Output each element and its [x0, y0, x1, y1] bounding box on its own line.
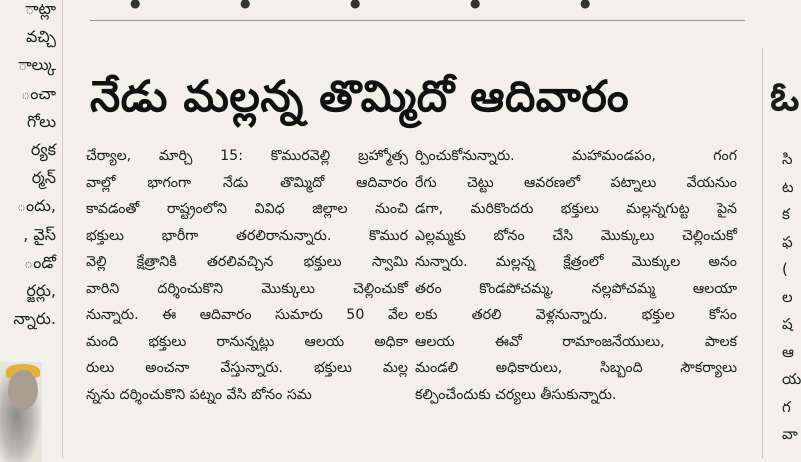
cutoff-icon: ● — [470, 0, 481, 10]
article-line: రేగు చెట్టు ఆవరణలో పట్నాలు వేయనుం — [415, 174, 737, 191]
right-headline-fragment: ఓ — [770, 74, 800, 120]
left-column-photo — [0, 362, 42, 462]
left-column-text-fragment: ంచా — [20, 83, 56, 103]
article-line: డగా, మరికొందరు భక్తులు మల్లన్నగుట్ట పైన — [415, 201, 737, 217]
right-column-text-fragment: వా — [782, 425, 798, 443]
left-column-text-fragment: ాట్లా — [25, 0, 56, 18]
left-column-text-fragment: ర్మన్ — [31, 168, 56, 188]
top-cut-off-icons — [100, 0, 600, 12]
column-divider-left — [62, 0, 63, 458]
article-headline: నేడు మల్లన్న తొమ్మిదో ఆదివారం — [90, 72, 630, 122]
left-column-text-fragment: ర్యక — [30, 140, 56, 159]
cutoff-icon: ● — [130, 0, 141, 10]
right-column-text-fragment: క — [782, 205, 790, 223]
article-line: మంది భక్తులు రానున్నట్లు ఆలయ అధికా — [86, 333, 408, 350]
article-line: న్నను దర్శించుకొని పట్నం వేసి బోనం సమ — [86, 386, 312, 403]
article-line: కావడంతో రాష్ట్రంలోని వివిధ జిల్లాల నుంచి — [86, 201, 408, 217]
article-line: నున్నారు. మల్లన్న క్షేత్రంలో మొక్కుల అనం — [415, 254, 737, 270]
article-line: కల్పించేందుకు చర్యలు తీసుకున్నారు. — [415, 386, 617, 403]
cutoff-icon: ● — [580, 0, 591, 10]
left-column-text-fragment: , వైస్ — [23, 224, 56, 244]
article-line: చేర్యాల, మార్చి 15: కొమురవెల్లి బ్రహ్మోత్స — [86, 148, 408, 164]
right-column-text-fragment: య — [782, 370, 801, 388]
top-rule — [90, 20, 745, 21]
right-column-text-fragment: ఫ — [782, 232, 793, 251]
right-adjacent-column — [768, 0, 800, 458]
article-line: రులు అంచనా వేస్తున్నారు. భక్తులు మల్ల — [86, 360, 408, 376]
right-column-text-fragment: ట — [782, 177, 794, 196]
left-column-text-fragment: ందు, — [16, 196, 56, 216]
article-line: ర్పించుకోనున్నారు. మహామండపం, గంగ — [415, 148, 737, 164]
cutoff-icon: ● — [350, 0, 361, 10]
article-line: ఎల్లమ్మకు బోనం చేసి మొక్కులు చెల్లించుకో — [415, 227, 737, 244]
right-column-text-fragment: ల — [782, 287, 793, 306]
cutoff-icon: ● — [240, 0, 251, 10]
article-column-1 — [86, 143, 408, 408]
column-divider-right — [762, 48, 763, 458]
left-column-text-fragment: ండో — [23, 252, 56, 272]
article-line: వాల్లో భాగంగా నేడు తొమ్మిదో ఆదివారం — [86, 174, 408, 191]
right-column-text-fragment: ఆ — [782, 342, 794, 361]
article-line: ఆలయ ఈవో రామాంజనేయులు, పాలక — [415, 333, 737, 350]
article-line: లకు తరలి వెళ్లనున్నారు. భక్తుల కోసం — [415, 307, 737, 323]
right-column-text-fragment: సి — [782, 150, 793, 168]
photo-face — [8, 370, 38, 410]
left-column-text-fragment: వచ్చి — [25, 27, 56, 47]
article-line: వారిని దర్శించుకొని మొక్కులు చెల్లించుకో — [86, 280, 408, 297]
article-line: నున్నారు. ఈ ఆదివారం సుమారు 50 వేల — [86, 307, 408, 323]
left-column-text-fragment: గోలు — [26, 111, 56, 131]
left-column-text-fragment: ాల్కు — [18, 55, 56, 75]
article-column-2 — [415, 143, 737, 408]
left-column-text-fragment: న్నారు. — [13, 309, 56, 329]
article-line: తరం కొండపోచమ్మ, నల్లపోచమ్మ ఆలయా — [415, 280, 737, 297]
right-column-text-fragment: ష — [782, 315, 793, 333]
article-line: భక్తులు భారీగా తరలిరానున్నారు. కొముర — [86, 227, 408, 244]
right-column-text-fragment: ( — [782, 260, 788, 278]
article-line: వెల్లి క్షేత్రానికి తరలివచ్చిన భక్తులు స్వామి — [86, 254, 408, 270]
article-line: మండలి అధికారులు, సిబ్బంది సౌకర్యాలు — [415, 360, 737, 376]
left-column-text-fragment: ర్జర్లు, — [26, 281, 56, 300]
right-column-text-fragment: గ — [782, 397, 791, 416]
